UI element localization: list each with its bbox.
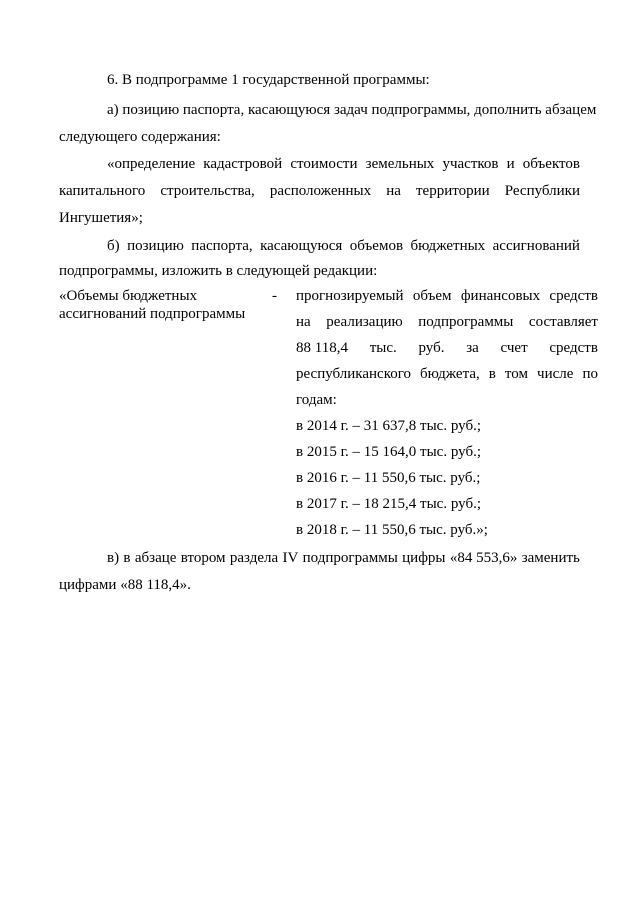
word: подпрограммы bbox=[302, 550, 398, 566]
word: на bbox=[296, 314, 311, 330]
word: «определение bbox=[107, 156, 196, 172]
word: составляет bbox=[528, 314, 598, 330]
item-c-line-1-words bbox=[107, 549, 580, 567]
word: счет bbox=[500, 340, 528, 356]
word: в) bbox=[107, 550, 120, 566]
table-right-line-1 bbox=[296, 287, 598, 305]
word: финансовых bbox=[460, 288, 541, 304]
word: «84 553,6» bbox=[449, 550, 518, 566]
word: участков bbox=[442, 156, 499, 172]
word: и bbox=[506, 156, 515, 172]
word: стоимости bbox=[290, 156, 358, 172]
word: заменить bbox=[521, 550, 580, 566]
quote-line-2-words bbox=[59, 182, 580, 200]
table-year-2016: в 2016 г. – 11 550,6 тыс. руб.; bbox=[296, 470, 481, 486]
word: числе bbox=[537, 366, 574, 382]
word: подпрограммы bbox=[418, 314, 514, 330]
table-dash: - bbox=[272, 288, 277, 304]
table-right-line-1-words bbox=[296, 287, 598, 305]
table-right-line-2 bbox=[296, 313, 598, 331]
word: паспорта, bbox=[191, 238, 253, 254]
quote-line-3: Ингушетия»; bbox=[59, 210, 143, 226]
table-left-line-1: «Объемы бюджетных bbox=[59, 288, 198, 304]
word: том bbox=[504, 366, 528, 382]
table-right-line-5: годам: bbox=[296, 392, 337, 408]
word: позицию bbox=[127, 238, 184, 254]
item-c-line-2: цифрами «88 118,4». bbox=[59, 577, 191, 593]
word: цифры bbox=[402, 550, 446, 566]
word: бюджета, bbox=[420, 366, 480, 382]
word: объемов bbox=[349, 238, 404, 254]
word: средств bbox=[549, 340, 598, 356]
item-a-line-1: а) позицию паспорта, касающуюся задач подпрограммы, дополнить абзацем bbox=[107, 102, 597, 118]
word: в bbox=[488, 366, 496, 382]
table-year-2014: в 2014 г. – 31 637,8 тыс. руб.; bbox=[296, 418, 481, 434]
word: ассигнований bbox=[492, 238, 580, 254]
paragraph-6-heading: 6. В подпрограмме 1 государственной программы: bbox=[107, 72, 430, 88]
word: втором bbox=[180, 550, 226, 566]
word: Республики bbox=[504, 183, 580, 199]
item-b-line-1 bbox=[107, 237, 580, 255]
item-b-line-1-words bbox=[107, 237, 580, 255]
word: касающуюся bbox=[260, 238, 343, 254]
word: объектов bbox=[522, 156, 580, 172]
word: 88 118,4 bbox=[296, 340, 348, 356]
table-year-2015: в 2015 г. – 15 164,0 тыс. руб.; bbox=[296, 444, 481, 460]
word: IV bbox=[282, 550, 299, 566]
word: территории bbox=[416, 183, 490, 199]
item-c-line-1 bbox=[107, 549, 580, 567]
table-right-line-3 bbox=[296, 339, 598, 357]
word: абзаце bbox=[134, 550, 177, 566]
word: тыс. bbox=[369, 340, 397, 356]
word: в bbox=[123, 550, 131, 566]
quote-line-1-words bbox=[107, 155, 580, 173]
quote-line-1 bbox=[107, 155, 580, 173]
table-year-2017: в 2017 г. – 18 215,4 тыс. руб.; bbox=[296, 496, 481, 512]
word: земельных bbox=[365, 156, 435, 172]
table-right-line-2-words bbox=[296, 313, 598, 331]
word: за bbox=[466, 340, 479, 356]
table-right-line-4-words bbox=[296, 365, 598, 383]
word: руб. bbox=[418, 340, 445, 356]
word: б) bbox=[107, 238, 120, 254]
table-left-line-2: ассигнований подпрограммы bbox=[59, 306, 246, 322]
item-b-line-2: подпрограммы, изложить в следующей редакции: bbox=[59, 263, 378, 279]
word: реализацию bbox=[326, 314, 403, 330]
word: расположенных bbox=[269, 183, 372, 199]
word: капитального bbox=[59, 183, 146, 199]
word: средств bbox=[549, 288, 598, 304]
word: раздела bbox=[229, 550, 279, 566]
word: на bbox=[386, 183, 401, 199]
table-year-2018: в 2018 г. – 11 550,6 тыс. руб.»; bbox=[296, 522, 488, 538]
word: по bbox=[582, 366, 598, 382]
word: строительства, bbox=[160, 183, 255, 199]
word: прогнозируемый bbox=[296, 288, 404, 304]
quote-line-2 bbox=[59, 182, 580, 200]
word: кадастровой bbox=[203, 156, 283, 172]
word: республиканского bbox=[296, 366, 411, 382]
word: бюджетных bbox=[410, 238, 486, 254]
table-right-line-3-words bbox=[296, 339, 598, 357]
table-right-line-4 bbox=[296, 365, 598, 383]
item-a-line-2: следующего содержания: bbox=[59, 129, 221, 145]
word: объем bbox=[412, 288, 452, 304]
